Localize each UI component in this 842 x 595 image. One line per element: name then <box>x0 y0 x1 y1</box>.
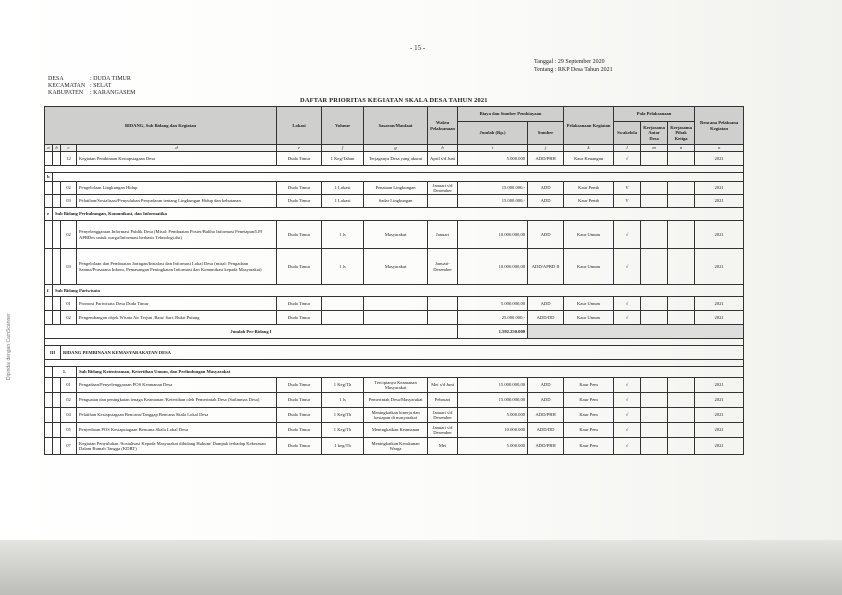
row-jumlah: 15.000.000,00 <box>458 378 528 393</box>
section-row <box>45 208 744 221</box>
row-lokasi: Duda Timur <box>277 378 322 393</box>
row-jumlah: 10.000.000 <box>458 423 528 438</box>
section-title: Sub Bidang Perhubungan, Komunikasi, dan Informatika <box>53 208 744 221</box>
letter-cell: l <box>614 145 641 152</box>
letter-cell: i <box>458 145 528 152</box>
table-row <box>45 423 744 438</box>
table-row <box>45 311 744 325</box>
subtotal-filler <box>528 325 744 339</box>
letter-cell: d <box>77 145 277 152</box>
row-number: 02 <box>61 221 77 249</box>
header-bidang: BIDANG, Sub Bidang dan Kegiatan <box>45 107 277 145</box>
row-waktu: Mei s/d Juni <box>428 378 458 393</box>
row-pelaksana: Kaur Pem <box>564 408 614 423</box>
letter-cell: b <box>53 145 61 152</box>
letter-cell: h <box>428 145 458 152</box>
row-jumlah: 25.000.000,- <box>458 311 528 325</box>
row-jumlah: 10.000.000,00 <box>458 221 528 249</box>
row-lokasi: Duda Timur <box>277 423 322 438</box>
row-kegiatan: Pelatihan/Sosialisasi/Penyuluhan Penyadaran tentang Lingkungan Hidup dan kehutanan <box>77 195 277 208</box>
row-swakelola: √ <box>614 393 641 408</box>
row-number: 05 <box>61 423 77 438</box>
subbidang-title: Sub Bidang Ketentraman, Ketertiban Umum, dan Perlindungan Masyarakat <box>77 367 744 378</box>
row-sumber: ADD/PBH <box>528 152 564 166</box>
row-volume: 1 Lokasi <box>322 195 364 208</box>
row-number: 03 <box>61 195 77 208</box>
row-volume: 1 ls <box>322 393 364 408</box>
row-volume: 1 Keg/Tahun <box>322 152 364 166</box>
row-swakelola: √ <box>614 408 641 423</box>
row-rencana: 2021 <box>695 311 744 325</box>
blank-row <box>45 166 744 173</box>
table-row <box>45 408 744 423</box>
row-lokasi: Duda Timur <box>277 408 322 423</box>
section-marker: b <box>45 173 53 182</box>
letter-cell: g <box>364 145 428 152</box>
letter-cell: c <box>61 145 77 152</box>
row-pelaksana: Kaur Pemb <box>564 195 614 208</box>
row-rencana: 2021 <box>695 408 744 423</box>
row-number: 07 <box>61 438 77 455</box>
row-swakelola: V <box>614 195 641 208</box>
table-row <box>45 182 744 195</box>
page-number: - 15 - <box>410 44 426 52</box>
row-sumber: ADD/PBH <box>528 438 564 455</box>
row-sasaran: Sadar Lingkungan <box>364 195 428 208</box>
row-waktu: Januari s/d Desember <box>428 423 458 438</box>
letter-cell: f <box>322 145 364 152</box>
document-title: DAFTAR PRIORITAS KEGIATAN SKALA DESA TAHUN 2021 <box>300 97 488 104</box>
row-lokasi: Duda Timur <box>277 152 322 166</box>
row-waktu: April s/d Juni <box>428 152 458 166</box>
page-shadow <box>0 540 842 595</box>
row-jumlah: 15.000.000,- <box>458 182 528 195</box>
row-sasaran: Terjaganya Desa yang akurat <box>364 152 428 166</box>
subtotal-label: Jumlah Per-Bidang I <box>45 325 458 339</box>
row-pelaksana: Kaur Keuangan <box>564 152 614 166</box>
row-waktu: Pebruari <box>428 393 458 408</box>
letter-cell: j <box>528 145 564 152</box>
table-row <box>45 393 744 408</box>
row-number: 02 <box>61 393 77 408</box>
row-waktu: Januari <box>428 221 458 249</box>
row-pelaksana: Kaur Pem <box>564 438 614 455</box>
row-kegiatan: Pengelolaan dan Pembuatan Jaringan/Instalasi dan Informasi Lokal Desa (misal: Pengadaan Sarana/Prasarana Inkom, Pemasangan Peningkatan Informasi dan Komunikasi kepada Masyarakat) <box>77 249 277 285</box>
letter-cell: k <box>564 145 614 152</box>
row-volume: 1 keg/Th <box>322 438 364 455</box>
row-number: 04 <box>61 408 77 423</box>
table-row <box>45 438 744 455</box>
row-lokasi: Duda Timur <box>277 182 322 195</box>
letter-cell: o <box>695 145 744 152</box>
row-volume: 1 ls <box>322 249 364 285</box>
bidang-number: III <box>45 346 61 360</box>
header-lokasi: Lokasi <box>277 107 322 145</box>
row-kegiatan: Penguatan dan peningkatan tenaga Keamanan /Ketertiban oleh Pemerintah Desa (Satlinmas Desa) <box>77 393 277 408</box>
header-pelaksanaan: Pelaksanaan Kegiatan <box>564 107 614 145</box>
section-marker: f <box>45 285 53 297</box>
row-rencana: 2021 <box>695 221 744 249</box>
row-sumber: ADD/DD <box>528 423 564 438</box>
row-pelaksana: Kaur Pemb <box>564 182 614 195</box>
row-rencana: 2021 <box>695 195 744 208</box>
row-sasaran: Masyarakat <box>364 249 428 285</box>
header-sasaran: Sasaran/Manfaat <box>364 107 428 145</box>
row-number: 01 <box>61 378 77 393</box>
priority-table <box>44 106 744 455</box>
row-swakelola: √ <box>614 423 641 438</box>
row-rencana: 2021 <box>695 423 744 438</box>
row-jumlah: 10.000.000,00 <box>458 249 528 285</box>
row-rencana: 2021 <box>695 152 744 166</box>
row-waktu: Mei <box>428 438 458 455</box>
row-swakelola: √ <box>614 152 641 166</box>
row-volume: 1 ls <box>322 221 364 249</box>
bidang-title: BIDANG PEMBINAAN KEMASYARAKATAN DESA <box>61 346 744 360</box>
row-kegiatan: Penyediaan POS Kesiapsiagaan Bencana Skala Lokal Desa <box>77 423 277 438</box>
row-waktu <box>428 297 458 311</box>
bidang-row <box>45 346 744 360</box>
row-swakelola: V <box>614 182 641 195</box>
header-jumlah: Jumlah (Rp.) <box>458 122 528 145</box>
row-sumber: ADD <box>528 378 564 393</box>
decree-info <box>534 58 613 74</box>
header-pola: Pola Pelaksanaan <box>614 107 695 122</box>
table-row <box>45 221 744 249</box>
row-pelaksana: Kaur Umum <box>564 249 614 285</box>
row-pelaksana: Kaur Umum <box>564 311 614 325</box>
row-jumlah: 15.000.000,- <box>458 195 528 208</box>
row-lokasi: Duda Timur <box>277 393 322 408</box>
subbidang-row <box>45 367 744 378</box>
row-sumber: ADD/PBH <box>528 408 564 423</box>
row-kegiatan: Pengelolaan Lingkungan Hidup <box>77 182 277 195</box>
row-volume: 1 Keg/Th <box>322 408 364 423</box>
row-jumlah: 5.000.000 <box>458 408 528 423</box>
letter-cell: a <box>45 145 53 152</box>
date-line: Tanggal : 29 September 2020 <box>534 59 605 65</box>
subtotal-row <box>45 325 744 339</box>
row-swakelola: √ <box>614 297 641 311</box>
row-sasaran: Meningkatkan Kerukunan Warga <box>364 438 428 455</box>
row-sasaran: Terciptanya Keamanan Masyarakat <box>364 378 428 393</box>
row-waktu <box>428 195 458 208</box>
header-sumber: Sumber <box>528 122 564 145</box>
header-biaya: Biaya dan Sumber Pembiayaan <box>458 107 564 122</box>
row-number: 02 <box>61 311 77 325</box>
row-rencana: 2021 <box>695 393 744 408</box>
row-waktu: Januari-Desember <box>428 249 458 285</box>
row-swakelola: √ <box>614 438 641 455</box>
location-meta <box>48 76 136 98</box>
table-row <box>45 378 744 393</box>
header-antar-desa: Kerjasama Antar Desa <box>641 122 668 145</box>
header-waktu: Waktu Pelaksanaan <box>428 107 458 145</box>
row-sasaran: Penataan Lingkungan <box>364 182 428 195</box>
row-swakelola: √ <box>614 249 641 285</box>
row-lokasi: Duda Timur <box>277 311 322 325</box>
row-pelaksana: Kaur Pem <box>564 378 614 393</box>
row-rencana: 2021 <box>695 297 744 311</box>
row-volume <box>322 297 364 311</box>
row-number: 12 <box>61 152 77 166</box>
row-sumber: ADD <box>528 297 564 311</box>
row-pelaksana: Kaur Pem <box>564 423 614 438</box>
row-lokasi: Duda Timur <box>277 249 322 285</box>
subtotal-value: 1.592.250.000 <box>458 325 528 339</box>
row-pelaksana: Kaur Pem <box>564 393 614 408</box>
row-sasaran: Meningkatkan kinerja dan kesiapan di masyarakat <box>364 408 428 423</box>
row-sumber: ADD <box>528 393 564 408</box>
row-kegiatan: Pengadaan/Penyelenggaraan POS Keamanan Desa <box>77 378 277 393</box>
row-waktu <box>428 311 458 325</box>
row-sasaran <box>364 311 428 325</box>
letter-row <box>45 145 744 152</box>
row-swakelola: √ <box>614 221 641 249</box>
table-row <box>45 297 744 311</box>
row-jumlah: 5.000.000,00 <box>458 297 528 311</box>
meta-desa: DESA : DUDA TIMUR <box>48 76 131 82</box>
section-title: Sub Bidang Pariwisata <box>53 285 744 297</box>
letter-cell: e <box>277 145 322 152</box>
row-waktu: Januari s/d Desember <box>428 408 458 423</box>
letter-cell: m <box>641 145 668 152</box>
row-kegiatan: Kegiatan Pembinaan Kesiapsiagaan Desa <box>77 152 277 166</box>
table-row <box>45 249 744 285</box>
row-swakelola: √ <box>614 378 641 393</box>
row-pelaksana: Kaur Umum <box>564 221 614 249</box>
letter-cell: n <box>668 145 695 152</box>
row-sasaran: Pemerintah Desa/Masyarakat <box>364 393 428 408</box>
row-sumber: ADD/APBD II <box>528 249 564 285</box>
row-rencana: 2021 <box>695 249 744 285</box>
row-number: 02 <box>61 182 77 195</box>
row-kegiatan: Kegiatan Penyuluhan /Sosialisasi Kepada Masyarakat dibidang Hukum/ Dampak terhadap Kekerasan Dalam Rumah Tangga (KDRT) <box>77 438 277 455</box>
section-title <box>53 173 744 182</box>
row-sumber: ADD <box>528 221 564 249</box>
blank-row <box>45 339 744 346</box>
meta-kabupaten: KABUPATEN : KARANGASEM <box>48 90 136 97</box>
row-kegiatan: Promosi Pariwisata Desa Duda Timur <box>77 297 277 311</box>
row-rencana: 2021 <box>695 378 744 393</box>
section-row <box>45 285 744 297</box>
row-lokasi: Duda Timur <box>277 438 322 455</box>
row-lokasi: Duda Timur <box>277 195 322 208</box>
header-rencana: Rencana Pelaksana Kegiatan <box>695 107 744 145</box>
table-row <box>45 195 744 208</box>
subject-line: Tentang : RKP Desa Tahun 2021 <box>534 67 613 73</box>
row-pelaksana: Kaur Umum <box>564 297 614 311</box>
row-waktu: Januari s/d Desember <box>428 182 458 195</box>
section-marker: e <box>45 208 53 221</box>
row-volume: 1 Keg/Th <box>322 423 364 438</box>
header-swakelola: Swakelola <box>614 122 641 145</box>
row-sasaran: Masyarakat <box>364 221 428 249</box>
row-sumber: ADD <box>528 195 564 208</box>
row-rencana: 2021 <box>695 438 744 455</box>
row-rencana: 2021 <box>695 182 744 195</box>
row-swakelola: √ <box>614 311 641 325</box>
row-volume: 1 Lokasi <box>322 182 364 195</box>
header-volume: Volume <box>322 107 364 145</box>
row-lokasi: Duda Timur <box>277 297 322 311</box>
blank-row <box>45 360 744 367</box>
meta-kecamatan: KECAMATAN : SELAT <box>48 83 112 90</box>
row-kegiatan: Penyelenggaraan Informasi Publik Desa (Misal: Pembuatan Poster/Baliho Informasi Penetapan/LPJ APBDes untuk warga/Informasi berbasis Teknologi,dst) <box>77 221 277 249</box>
subbidang-number: 1. <box>53 367 77 378</box>
row-kegiatan: Pengembangan objek Wisata Air Terjun ,Batu/ Sari, Bukit Putung <box>77 311 277 325</box>
scanner-watermark: Dipindai dengan CamScanner <box>6 313 12 380</box>
row-volume <box>322 311 364 325</box>
header-row-1 <box>45 107 744 122</box>
row-jumlah: 15.000.000,00 <box>458 393 528 408</box>
row-sumber: ADD/DD <box>528 311 564 325</box>
table-row <box>45 152 744 166</box>
row-lokasi: Duda Timur <box>277 221 322 249</box>
row-jumlah: 5.000.000 <box>458 152 528 166</box>
row-number: 01 <box>61 297 77 311</box>
row-number: 03 <box>61 249 77 285</box>
row-jumlah: 5.000.000 <box>458 438 528 455</box>
row-sumber: ADD <box>528 182 564 195</box>
row-volume: 1 Keg/Th <box>322 378 364 393</box>
row-kegiatan: Pelatihan Kesiapsiagaan Bencana/Tanggap Bencana Skala Lokal Desa <box>77 408 277 423</box>
section-row <box>45 173 744 182</box>
header-pihak-ketiga: Kerjasama Pihak Ketiga <box>668 122 695 145</box>
row-sasaran <box>364 297 428 311</box>
row-sasaran: Meningkatkan Keamanan <box>364 423 428 438</box>
